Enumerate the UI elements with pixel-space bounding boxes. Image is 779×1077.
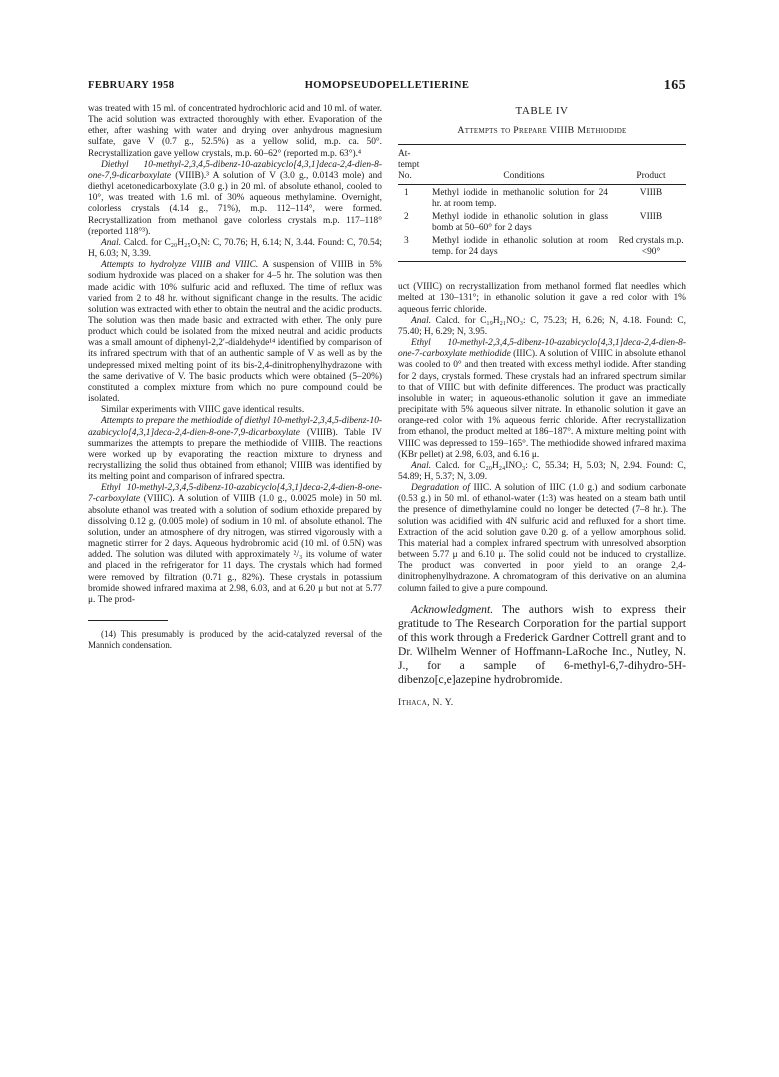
column-header: Conditions [432, 145, 616, 185]
paragraph [88, 260, 382, 405]
paragraph-text: (IIIC). A solution of VIIIC in absolute ethanol was cooled to 0° and then treated with excess methyl iodide. After standing for 2 days, crystals formed. These crystals had an infrared spectrum similar to that of VIIIC but with definite differences. The product was practically insoluble in water; in aqueous-ethanolic solution it gave an immediate precipitate with 5% aqueous silver nitrate. In ethanolic solution it gave an orange-red color with 1% aqueous ferric chloride. After recrystallization from ethanol, the product melted at 186–187°. A mixture melting point with VIIIC was depressed to 159–165°. The methiodide showed infrared maxima (KBr pellet) at 2.98, 6.03, and 6.16 μ. [398, 349, 686, 460]
analysis-line [88, 238, 382, 260]
table-subtitle: Attempts to Prepare VIIIB Methiodide [457, 125, 627, 137]
paragraph [398, 338, 686, 461]
location: Ithaca, N. Y. [398, 697, 454, 709]
section-heading: Degradation of [411, 483, 470, 494]
journal-date: FEBRUARY 1958 [88, 80, 175, 91]
data-table [398, 144, 686, 262]
table-title: TABLE IV [515, 105, 569, 117]
table-row [398, 210, 686, 234]
analysis-text: Calcd. for C₂₀H₂₅O₅N: C, 70.76; H, 6.14; N, 3.44. Found: C, 70.54; H, 6.03; N, 3.39. [88, 237, 382, 260]
section-heading: Attempts to hydrolyze VIIIB and VIIIC. [101, 260, 259, 271]
paragraph [88, 160, 382, 238]
analysis-line [398, 461, 686, 483]
paragraph [88, 483, 382, 606]
table-cell: VIIIB [639, 212, 663, 223]
paragraph: uct (VIIIC) on recrystallization from methanol formed flat needles which melted at 130–131°; in ethanolic solution it gave a red color with 1% aqueous ferric chloride. [398, 282, 686, 315]
paragraph-text: (VIIIB). Table IV summarizes the attempts to prepare the methiodide of VIIIB. The reactions were worked up by evaporating the reaction mixture to dryness and recrystallizing the solid thus obtained from ethanol; VIIIB was identified by its melting point and comparison of infrared spectra. [88, 427, 382, 483]
compound-heading: Ethyl 10-methyl-2,3,4,5-dibenz-10-azabicyclo[4,3,1]deca-2,4-dien-8-one-7-carboxylate methiodide [398, 338, 686, 360]
paragraph [88, 416, 382, 483]
table-cell: 3 [398, 234, 432, 262]
analysis-text: Calcd. for C₁₉H₂₁NO₃: C, 75.23; H, 6.26; N, 4.18. Found: C, 75.40; H, 6.29; N, 3.95. [398, 315, 686, 337]
page-header [88, 80, 686, 96]
table-cell: VIIIB [639, 188, 663, 199]
table-cell: Methyl iodide in methanolic solution for 24 hr. at room temp. [432, 188, 608, 210]
page-number: 165 [663, 78, 686, 93]
compound-heading: Ethyl 10-methyl-2,3,4,5-dibenz-10-azabicyclo[4,3,1]deca-2,4-dien-8-one-7-carboxylate [88, 483, 382, 505]
column-header: Product [616, 145, 686, 185]
left-column [88, 104, 382, 651]
paragraph: was treated with 15 ml. of concentrated hydrochloric acid and 10 ml. of water. The acid solution was extracted thoroughly with ether. Evaporation of the ether, after washing with water and drying over anhydrous magnesium sulfate, gave V (0.7 g., 52.5%) as a yellow solid, m.p. ca. 50°. Recrystallization gave yellow crystals, m.p. 60–62° (reported m.p. 63°).⁴ [88, 104, 382, 159]
running-title: HOMOPSEUDOPELLETIERINE [304, 80, 470, 91]
compound-heading: Diethyl 10-methyl-2,3,4,5-dibenz-10-azabicyclo[4,3,1]deca-2,4-dien-8-one-7,9-dicarboxylate [88, 159, 382, 181]
table-row [398, 234, 686, 262]
table-header-row [398, 145, 686, 185]
acknowledgment [398, 603, 686, 688]
table-cell: Methyl iodide in ethanolic solution in glass bomb at 50–60° for 2 days [432, 212, 608, 234]
acknowledgment-heading: Acknowledgment. [411, 602, 494, 616]
column-header: At- tempt No. [398, 145, 432, 185]
paragraph-text: IIIC. A solution of IIIC (1.0 g.) and sodium carbonate (0.53 g.) in 50 ml. of ethanol-water (1:3) was heated on a steam bath until the presence of dimethylamine could no longer be detected (7–8 hr.). The solution was acidified with 4N sulfuric acid and refluxed for a short time. Extraction of the acid solution gave 0.20 g. of a yellow amorphous solid. This material had a complex infrared spectrum with unresolved absorption between 5.77 μ and 6.10 μ. The solid could not be induced to crystallize. The product was converted in poor yield to an orange 2,4-dinitrophenylhydrazone. A chromatogram of this derivative on an alumina column failed to give a pure compound. [398, 483, 686, 594]
analysis-line [398, 316, 686, 338]
section-heading: Attempts to prepare the methiodide of diethyl 10-methyl-2,3,4,5-dibenz-10-azabicyclo[4,3,1]deca-2,4-dien-8-one-7,9-dicarboxylate [88, 416, 383, 438]
analysis-label: Anal. [101, 237, 122, 248]
table-row [398, 185, 686, 211]
analysis-label: Anal. [411, 315, 432, 326]
paragraph-text: (VIIIC). A solution of VIIIB (1.0 g., 0.0025 mole) in 50 ml. absolute ethanol was treated with a solution of sodium ethoxide prepared by dissolving 0.12 g. (0.005 mole) of sodium in 10 ml. of absolute ethanol. The solution, under an atmosphere of dry nitrogen, was stirred vigorously with a magnetic stirrer for 2 days. Aqueous hydrobromic acid (10 ml. of 0.5N) was added. The solution was diluted with approximately ²/₃ its volume of water and placed in the refrigerator for 11 days. The crystals which had formed were removed by filtration (0.71 g., 82%). These crystals in potassium bromide showed infrared maxima at 2.98, 6.03, and at 6.20 μ but not at 5.77 μ. The prod- [88, 494, 382, 605]
paragraph-text: A suspension of VIIIB in 5% sodium hydroxide was placed on a shaker for 4–5 hr. The solution was then made acidic with 10% sulfuric acid and refluxed. The time of reflux was varied from 2 to 48 hr. without significant change in the results. The acidic solution was extracted with ether to obtain the neutral and the acidic products. The solution was then made basic and extracted with ether. The only pure product which could be isolated from the mixed neutral and acidic products was a small amount of diphenyl-2,2′-dialdehyde¹⁴ identified by comparison of its infrared spectrum with that of an authentic sample of V as well as by the undepressed mixed melting point of its bis-2,4-dinitrophenylhydrazone with the same derivative of V. The basic products which were obtained (5–20%) constituted a complex mixture from which no pure compound could be isolated. [88, 260, 382, 405]
acknowledgment-text: The authors wish to express their gratitude to The Research Corporation for the partial support of this work through a Frederick Gardner Cottrell grant and to Dr. Wilhelm Wenner of Hoffmann-LaRoche Inc., Nutley, N. J., for a sample of 6-methyl-6,7-dihydro-5H-dibenzo[c,e]azepine hydrobromide. [398, 602, 686, 687]
analysis-text: Calcd. for C₂₀H₂₄INO₃: C, 55.34; H, 5.03; N, 2.94. Found: C, 54.89; H, 5.37; N, 3.09. [398, 460, 686, 482]
right-column [398, 104, 686, 708]
paragraph-text: (VIIIB).³ A solution of V (3.0 g., 0.0143 mole) and diethyl acetonedicarboxylate (3.0 g.) in 20 ml. of absolute ethanol, cooled to 10°, was treated with 1.6 ml. of 30% aqueous methylamine. Overnight, colorless crystals (4.14 g., 71%), m.p. 112–114°, were formed. Recrystallization from methanol gave colorless crystals m.p. 117–118° (reported 118°³). [88, 170, 382, 237]
paragraph [398, 483, 686, 595]
analysis-label: Anal. [411, 460, 432, 471]
footnote-rule [88, 620, 168, 621]
footnote: (14) This presumably is produced by the acid-catalyzed reversal of the Mannich condensation. [88, 629, 382, 650]
table-cell: 1 [404, 188, 409, 199]
table-cell: 2 [404, 212, 409, 223]
table-cell: Methyl iodide in ethanolic solution at room temp. for 24 days [432, 234, 616, 262]
paragraph: Similar experiments with VIIIC gave identical results. [101, 405, 305, 416]
table-cell: Red crystals m.p. <90° [616, 234, 686, 262]
